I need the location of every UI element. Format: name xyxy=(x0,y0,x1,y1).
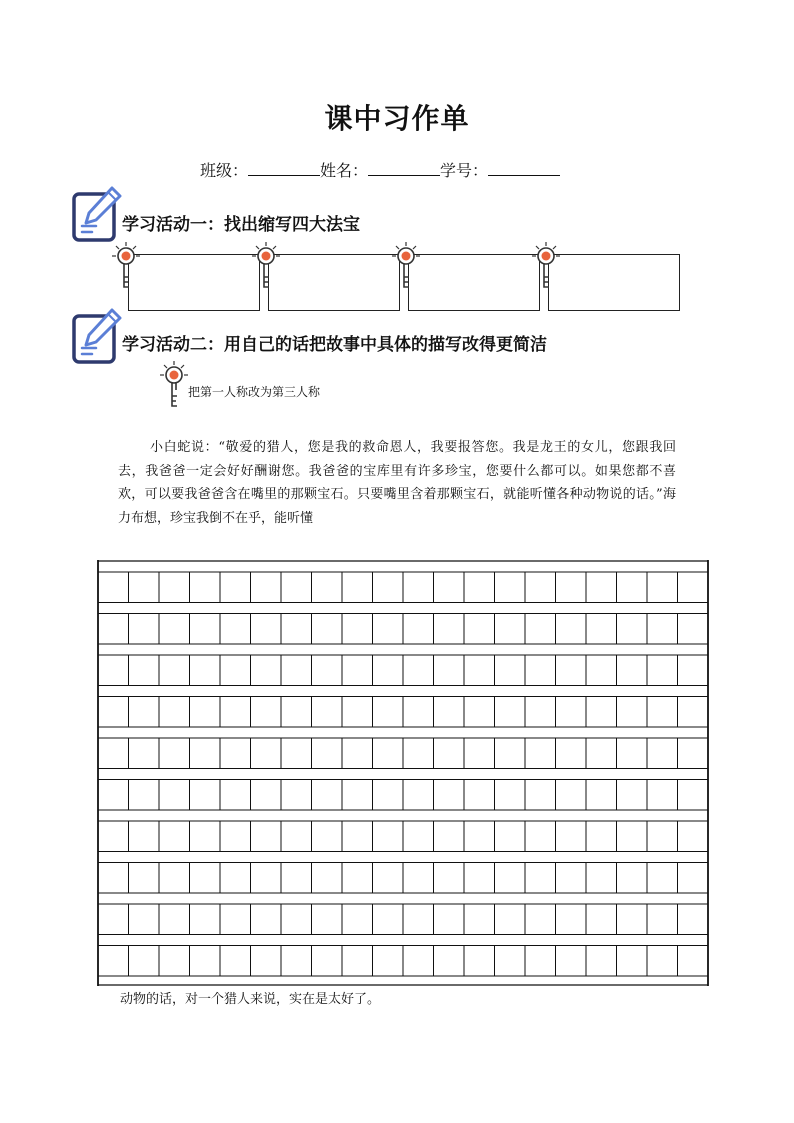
key-icon xyxy=(532,241,560,291)
id-blank[interactable] xyxy=(488,161,560,176)
answer-box-1[interactable] xyxy=(128,254,260,311)
pen-notepad-icon xyxy=(72,186,122,244)
key-icon xyxy=(112,241,140,291)
key-icon xyxy=(160,360,188,410)
activity1-title: 学习活动一：找出缩写四大法宝 xyxy=(122,215,360,235)
page-title: 课中习作单 xyxy=(324,102,470,135)
student-info-line xyxy=(200,158,560,181)
class-label: 班级： xyxy=(200,161,249,180)
story-ending: 动物的话，对一个猎人来说，实在是太好了。 xyxy=(120,992,381,1007)
answer-box-4[interactable] xyxy=(548,254,680,311)
name-blank[interactable] xyxy=(368,161,440,176)
class-blank[interactable] xyxy=(248,161,320,176)
activity2-title: 学习活动二：用自己的话把故事中具体的描写改得更简洁 xyxy=(122,335,547,355)
pen-notepad-icon xyxy=(72,308,122,366)
answer-box-3[interactable] xyxy=(408,254,540,311)
story-paragraph: 小白蛇说：“敬爱的猎人，您是我的救命恩人，我要报答您。我是龙王的女儿，您跟我回去，我爸爸一定会好好酬谢您。我爸爸的宝库里有许多珍宝，您要什么都可以。如果您都不喜欢，可以要我爸爸含在嘴里的那颗宝石。只要嘴里含着那颗宝石，就能听懂各种动物说的话。”海力布想，珍宝我倒不在乎，能听懂 xyxy=(118,440,676,526)
activity2-hint: 把第一人称改为第三人称 xyxy=(188,385,321,399)
key-icon xyxy=(252,241,280,291)
id-label: 学号： xyxy=(440,161,489,180)
writing-grid[interactable] xyxy=(96,560,710,986)
name-label: 姓名： xyxy=(320,161,369,180)
answer-box-2[interactable] xyxy=(268,254,400,311)
key-icon xyxy=(392,241,420,291)
